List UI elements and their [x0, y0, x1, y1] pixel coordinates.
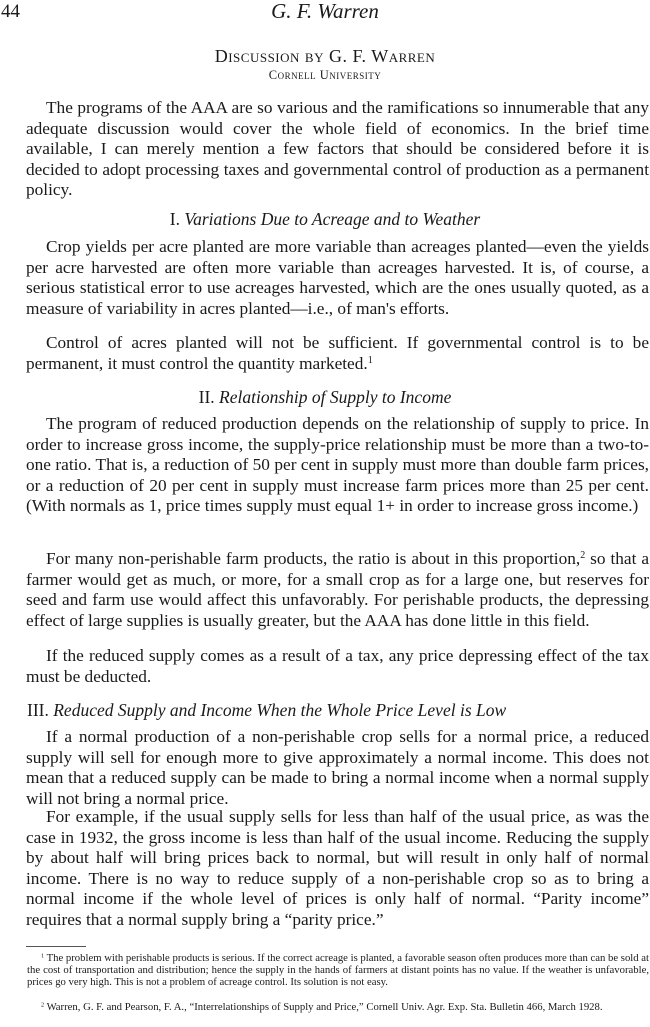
footnote-2-mark: 2: [41, 1001, 45, 1009]
section-2-paragraph-2-text-b: so that a farmer would get as much, or more, for a small crop as for a large one, but reserves for seed and farm use would affect this unfavorably. For perishable products, the depressing effect of large supplies is usually greater, but the AAA has done little in this field.: [26, 549, 649, 630]
page-number: 44: [1, 1, 20, 22]
footnote-divider: [26, 946, 86, 947]
section-3-heading: [27, 700, 650, 721]
section-2-paragraph-3: If the reduced supply comes as a result of a tax, any price depressing effect of the tax must be deducted.: [26, 646, 649, 686]
footnote-ref-1: 1: [367, 354, 373, 366]
intro-paragraph: The programs of the AAA are so various and the ramifications so innumerable that any adequate discussion would cover the whole field of economics. In the brief time available, I can merely mention a few factors that should be considered before it is decided to adopt processing taxes and governmental control of production as a permanent policy.: [26, 98, 649, 199]
footnote-1-mark: 1: [41, 952, 45, 960]
section-1-title: Variations Due to Acreage and to Weather: [184, 209, 481, 229]
section-2-heading: [0, 387, 650, 408]
section-2-title: Relationship of Supply to Income: [219, 387, 452, 407]
section-1-numeral: I.: [169, 209, 180, 229]
section-2-paragraph-1: The program of reduced production depends on the relationship of supply to price. In order to increase gross income, the supply-price relationship must be more than a two-to-one ratio. That is, a reduction of 50 per cent in supply must more than double farm prices, or a reduction of 20 per cent in supply must increase farm prices more than 25 per cent. (With normals as 1, price times supply must equal 1+ in order to increase gross income.): [26, 414, 649, 515]
footnote-1: [27, 952, 649, 989]
footnote-2: [27, 1001, 649, 1013]
section-3-numeral: III.: [27, 700, 49, 720]
section-3-title: Reduced Supply and Income When the Whole Price Level is Low: [53, 700, 507, 720]
section-3-paragraph-2: For example, if the usual supply sells for less than half of the usual price, as was the case in 1932, the gross income is less than half of the usual income. Reducing the supply by about half will bring prices back to normal, but will result in only half of normal income. There is no way to reduce supply of a non-perishable crop so as to bring a normal income if the whole level of prices is only half of normal. “Parity income” requires that a normal supply bring a “parity price.”: [26, 807, 649, 929]
section-2-paragraph-2: [26, 549, 649, 631]
section-1-paragraph-2-text: Control of acres planted will not be sufficient. If governmental control is to be permanent, it must control the quantity marketed.: [26, 333, 649, 373]
discussion-affiliation: Cornell University: [268, 68, 382, 82]
running-title: G. F. Warren: [271, 0, 379, 23]
footnote-ref-2: 2: [580, 549, 586, 561]
discussion-title: Discussion by G. F. Warren: [214, 46, 436, 66]
section-1-paragraph-2: [26, 333, 649, 374]
section-2-paragraph-2-text-a: For many non-perishable farm products, the ratio is about in this proportion,: [46, 549, 581, 568]
footnote-1-text: The problem with perishable products is serious. If the correct acreage is planted, a favorable season often produces more than can be sold at the cost of transportation and distribution; hence the supply in the hands of farmers at distant points has no value. If the weather is unfavorable, prices go very high. This is not a problem of acreage control. Its solution is not easy.: [27, 952, 650, 989]
section-3-paragraph-1: If a normal production of a non-perishable crop sells for a normal price, a reduced supply will sell for enough more to give approximately a normal income. This does not mean that a reduced supply can be made to bring a normal income when a normal supply will not bring a normal price.: [26, 727, 649, 808]
section-1-paragraph-1: Crop yields per acre planted are more variable than acreages planted—even the yields per acre harvested are often more variable than acreages harvested. It is, of course, a serious statistical error to use acreages harvested, which are the ones usually quoted, as a measure of variability in acres planted—i.e., of man's efforts.: [26, 237, 649, 318]
section-1-heading: [0, 209, 650, 230]
running-head: [0, 0, 650, 24]
footnote-2-text: Warren, G. F. and Pearson, F. A., “Interrelationships of Supply and Price,” Cornell Univ. Agr. Exp. Sta. Bulletin 466, March 1928.: [46, 1001, 603, 1013]
section-2-numeral: II.: [198, 387, 215, 407]
